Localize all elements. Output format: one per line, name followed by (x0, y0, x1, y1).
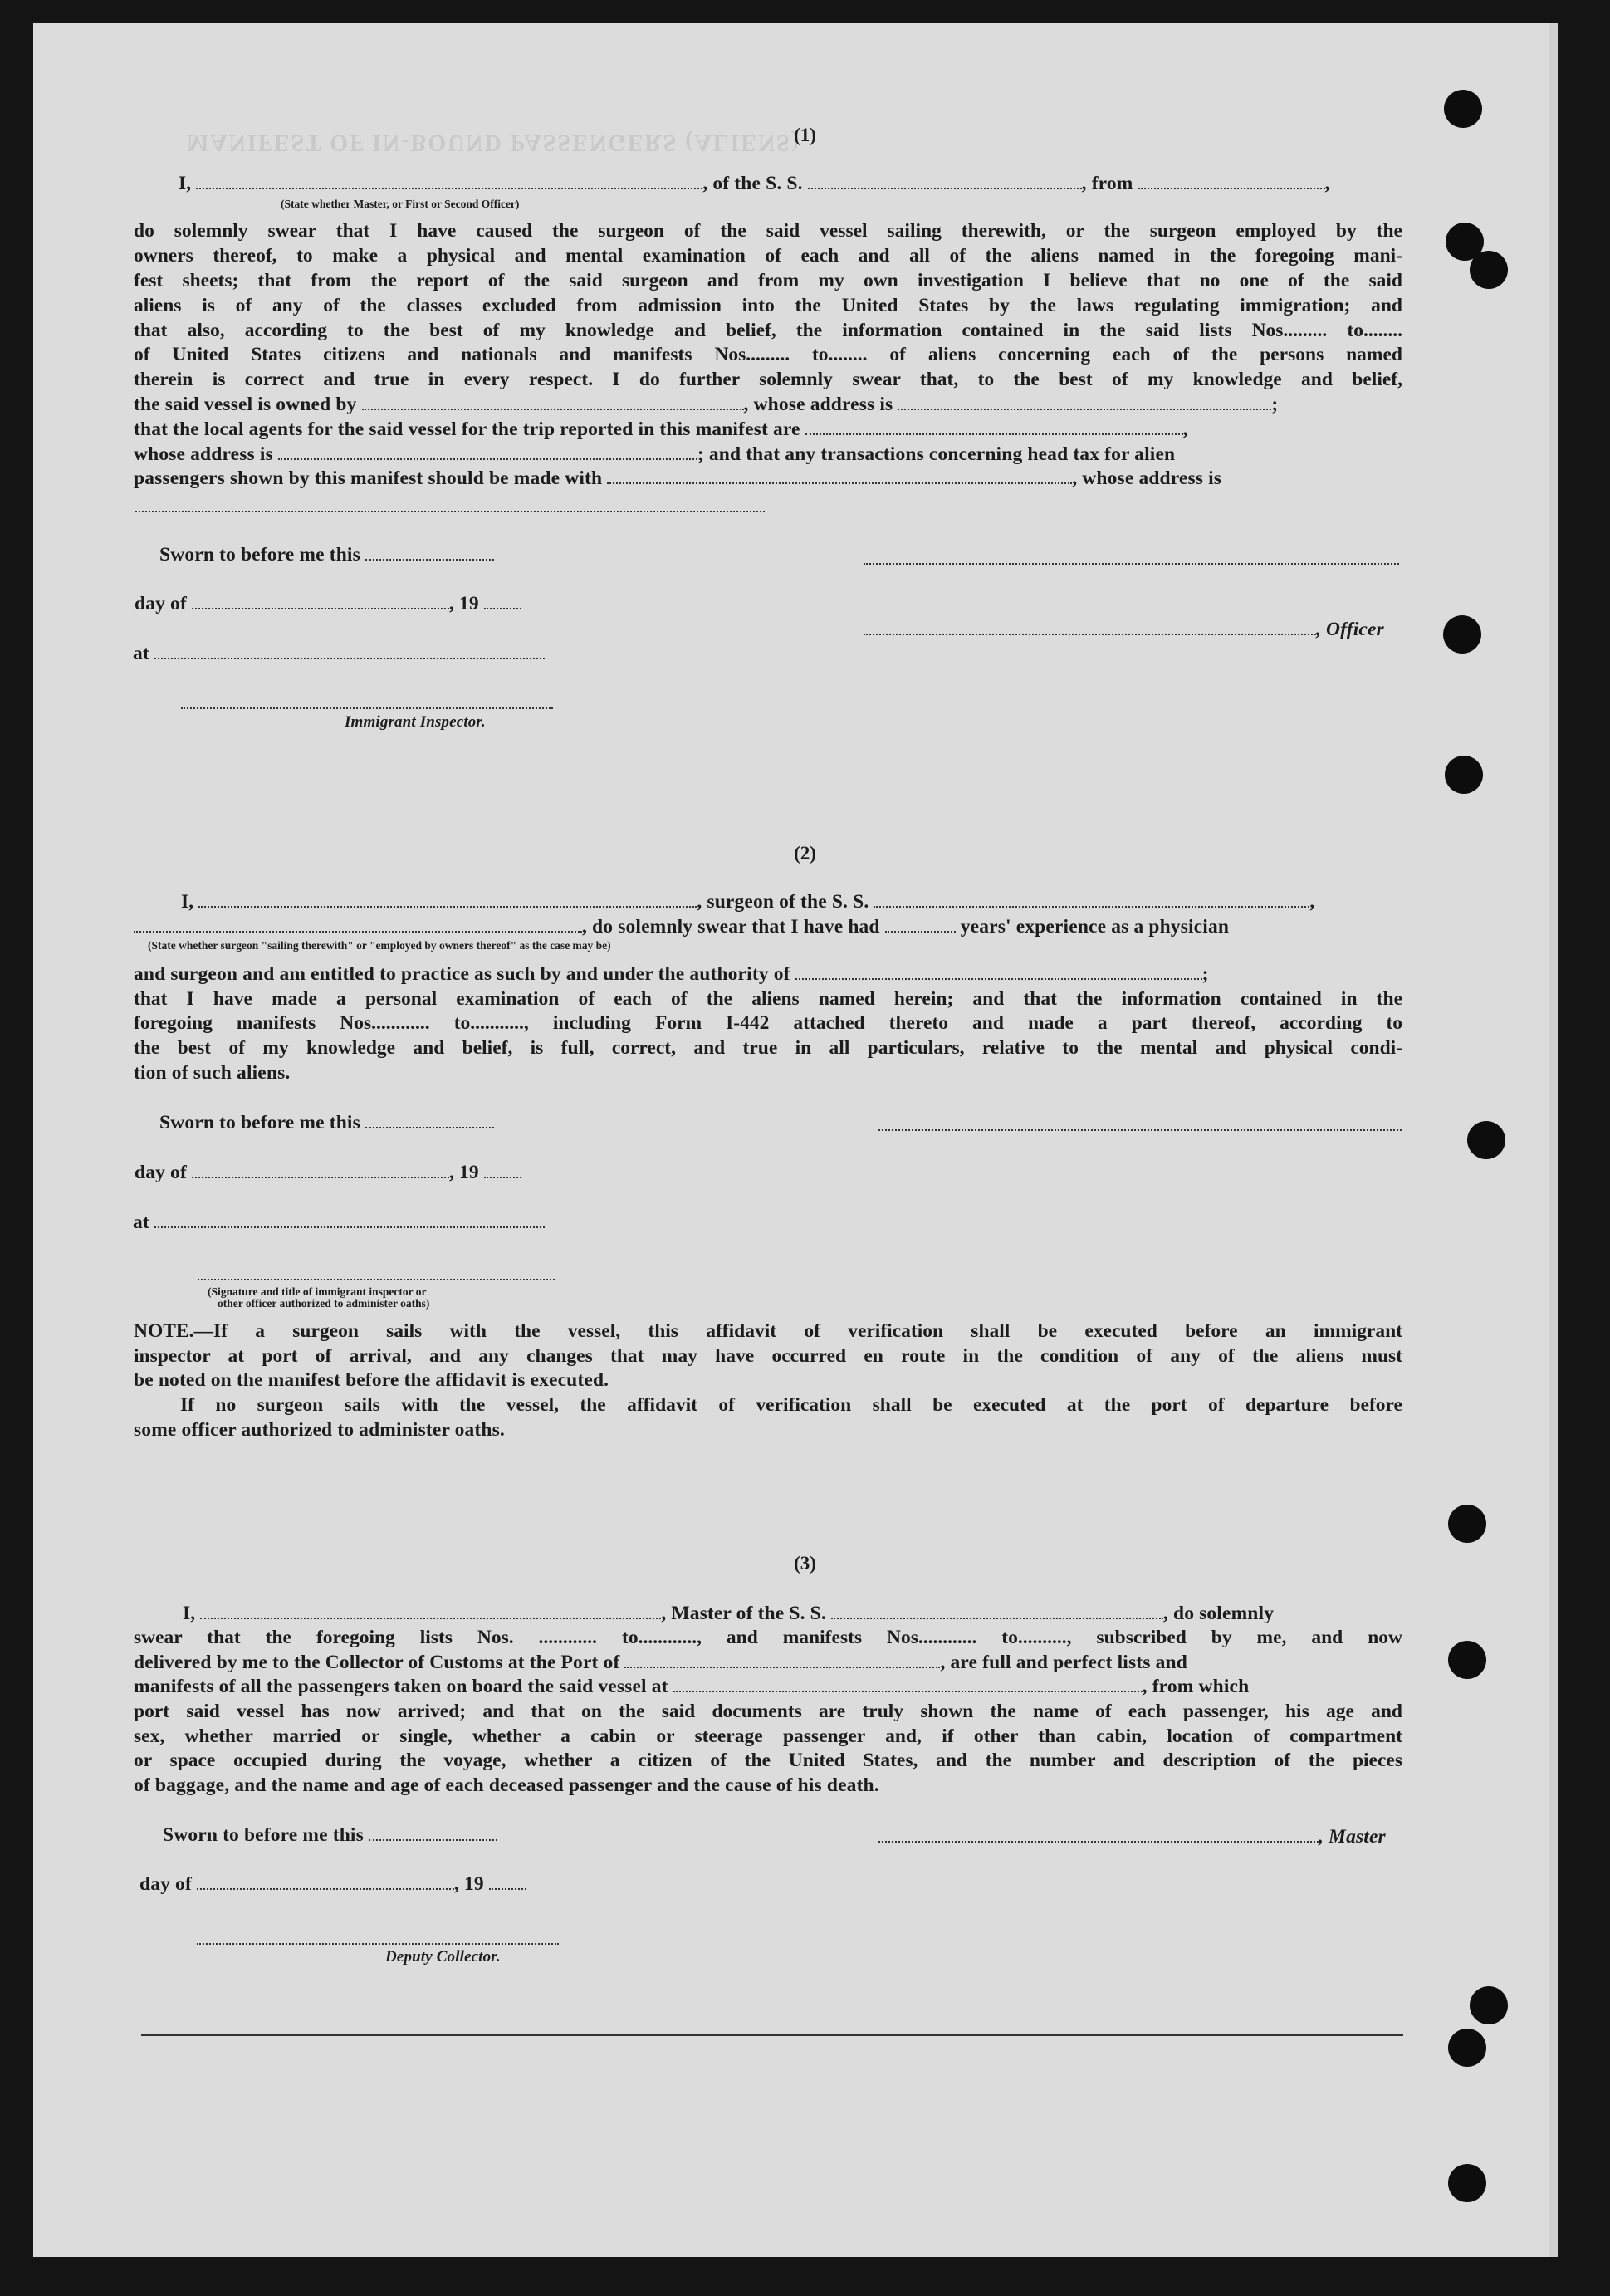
s1-para-line: aliens is of any of the classes excluded from admission into the United States by the laws regulating immigration; and (134, 295, 1402, 316)
punch-hole (1470, 251, 1508, 289)
punch-hole (1448, 1641, 1486, 1679)
punch-hole (1448, 2164, 1486, 2202)
s1-owned-by: the said vessel is owned by , whose address is ; (134, 394, 1279, 415)
s1-para-line: do solemnly swear that I have caused the surgeon of the said vessel sailing therewith, or the surgeon employed by the (134, 220, 1402, 242)
punch-hole (1444, 90, 1482, 128)
s1-rank-hint: (State whether Master, or First or Second Officer) (281, 198, 520, 210)
s2-para-line: foregoing manifests Nos............ to..........., including Form I-442 attached thereto and made a part thereof, according to (134, 1012, 1402, 1034)
s3-sworn-date-field[interactable] (369, 1838, 497, 1841)
authority-field[interactable] (795, 977, 1202, 980)
month-field[interactable] (192, 607, 449, 609)
master-signature-field[interactable] (878, 1840, 1319, 1843)
s3-para-line: port said vessel has now arrived; and that on the said documents are truly shown the name of each passenger, his age and (134, 1701, 1402, 1722)
s3-para-line: swear that the foregoing lists Nos. ............ to............, and manifests Nos............ to.........., subscribed by me, and now (134, 1627, 1402, 1648)
embarkation-port-field[interactable] (673, 1690, 1143, 1692)
punch-hole (1470, 1986, 1508, 2024)
officer-rank-field[interactable] (196, 187, 702, 189)
punch-hole (1448, 1505, 1486, 1543)
s2-signature-hint: (Signature and title of immigrant inspector or (208, 1285, 427, 1298)
page-edge (1549, 23, 1558, 2257)
s3-para-line: sex, whether married or single, whether a cabin or steerage passenger and, if other than cabin, location of compartment (134, 1726, 1402, 1747)
s2-inspector-signature-field[interactable] (198, 1279, 555, 1280)
section-2-heading: (2) (794, 843, 816, 864)
inspector-signature-field[interactable] (181, 707, 553, 709)
s3-line4: manifests of all the passengers taken on board the said vessel at , from which (134, 1676, 1250, 1697)
s3-line3: delivered by me to the Collector of Customs at the Port of , are full and perfect lists and (134, 1652, 1187, 1673)
s1-whose-address: whose address is ; and that any transactions concerning head tax for alien (134, 443, 1176, 465)
deputy-signature-field[interactable] (197, 1943, 559, 1945)
head-tax-party-field[interactable] (607, 482, 1072, 484)
s3-deputy-label: Deputy Collector. (385, 1948, 501, 1966)
punch-hole (1445, 756, 1483, 794)
s1-inspector-label: Immigrant Inspector. (345, 713, 486, 731)
s2-line2: , do solemnly swear that I have had years' experience as a physician (134, 916, 1229, 938)
punch-hole (1443, 615, 1481, 654)
s2-note-line: If no surgeon sails with the vessel, the affidavit of verification shall be executed at the port of departure before (180, 1394, 1402, 1416)
sworn-date-field[interactable] (365, 558, 494, 561)
s1-line1: I, , of the S. S. , from , (179, 173, 1330, 194)
s3-sworn: Sworn to before me this (163, 1824, 497, 1847)
s3-para-line: or space occupied during the voyage, whether a citizen of the United States, and the number and description of the pieces (134, 1750, 1402, 1771)
years-experience-field[interactable] (885, 930, 956, 933)
s2-note-line: inspector at port of arrival, and any changes that may have occurred en route in the condition of any of the aliens must (134, 1345, 1402, 1367)
s1-day-of: day of , 19 (135, 593, 521, 615)
s2-para-line: tion of such aliens. (134, 1062, 291, 1084)
surgeon-signature-field[interactable] (878, 1129, 1402, 1131)
master-name-field[interactable] (200, 1617, 661, 1619)
s1-officer-line: , Officer (864, 619, 1384, 641)
s2-note-line: NOTE.—If a surgeon sails with the vessel, this affidavit of verification shall be executed before an immigrant (134, 1320, 1402, 1342)
s3-master-line: , Master (878, 1826, 1386, 1848)
s1-para-line: of United States citizens and nationals and manifests Nos......... to........ of aliens concerning each of the persons named (134, 344, 1402, 365)
section-1-heading: (1) (794, 125, 816, 145)
s2-sworn-date-field[interactable] (365, 1126, 494, 1128)
s2-ship-name-field[interactable] (874, 905, 1309, 908)
year-field[interactable] (484, 607, 521, 609)
surgeon-status-field[interactable] (134, 930, 582, 933)
local-agents-field[interactable] (805, 433, 1183, 435)
s2-note-line: be noted on the manifest before the affidavit is executed. (134, 1369, 609, 1391)
bottom-rule (141, 2034, 1403, 2036)
s1-para-line: fest sheets; that from the report of the said surgeon and from my own investigation I believe that no one of the said (134, 270, 1402, 291)
s2-line1: I, , surgeon of the S. S. , (181, 891, 1315, 913)
s2-at: at (133, 1212, 545, 1234)
s2-day-of: day of , 19 (135, 1162, 521, 1184)
s1-para-line: owners thereof, to make a physical and mental examination of each and all of the aliens named in the foregoing mani- (134, 245, 1402, 267)
s3-ship-name-field[interactable] (831, 1617, 1163, 1619)
officer-signature-field[interactable] (864, 633, 1316, 635)
s1-para-line: therein is correct and true in every respect. I do further solemnly swear that, to the best of my knowledge and belief, (134, 369, 1402, 390)
s2-signature-hint: other officer authorized to administer oaths) (218, 1297, 430, 1310)
s3-para-line: of baggage, and the name and age of each deceased passenger and the cause of his death. (134, 1775, 879, 1796)
surgeon-name-field[interactable] (198, 905, 697, 908)
bleed-through: MANIFEST OF IN-BOUND PASSENGERS (ALIENS) (187, 130, 801, 155)
officer-signature-top-field[interactable] (864, 563, 1399, 565)
s1-at: at (133, 643, 545, 665)
owner-address-field[interactable] (898, 408, 1271, 410)
s1-sworn: Sworn to before me this (159, 544, 494, 566)
s2-note-line: some officer authorized to administer oaths. (134, 1419, 505, 1441)
s1-para-line: that also, according to the best of my knowledge and belief, the information contained in the said lists Nos......... to........ (134, 320, 1402, 341)
s3-year-field[interactable] (489, 1887, 526, 1890)
place-field[interactable] (154, 657, 545, 659)
punch-hole (1467, 1121, 1505, 1159)
s2-year-field[interactable] (484, 1176, 521, 1178)
s1-passengers: passengers shown by this manifest should be made with , whose address is (134, 468, 1222, 489)
departure-port-field[interactable] (1138, 187, 1325, 189)
customs-port-field[interactable] (624, 1666, 940, 1668)
s2-status-hint: (State whether surgeon "sailing therewith" or "employed by owners thereof" as the case may be) (148, 939, 611, 952)
s3-month-field[interactable] (197, 1887, 454, 1890)
ship-name-field[interactable] (808, 187, 1082, 189)
punch-hole (1448, 2029, 1486, 2067)
s3-line1: I, , Master of the S. S. , do solemnly (183, 1603, 1275, 1624)
s2-month-field[interactable] (192, 1176, 449, 1178)
s2-line3: and surgeon and am entitled to practice as such by and under the authority of ; (134, 963, 1209, 985)
s2-para-line: that I have made a personal examination of each of the aliens named herein; and that the information contained in the (134, 988, 1402, 1010)
s2-para-line: the best of my knowledge and belief, is full, correct, and true in all particulars, relative to the mental and physical condi- (134, 1037, 1402, 1059)
agents-address-field[interactable] (278, 458, 697, 460)
s3-day-of: day of , 19 (139, 1873, 526, 1896)
s2-place-field[interactable] (154, 1226, 545, 1228)
head-tax-address-field[interactable] (135, 511, 765, 512)
owner-field[interactable] (362, 408, 744, 410)
s2-sworn: Sworn to before me this (159, 1112, 494, 1134)
s1-agents: that the local agents for the said vessel for the trip reported in this manifest are , (134, 419, 1188, 440)
section-3-heading: (3) (794, 1553, 816, 1574)
